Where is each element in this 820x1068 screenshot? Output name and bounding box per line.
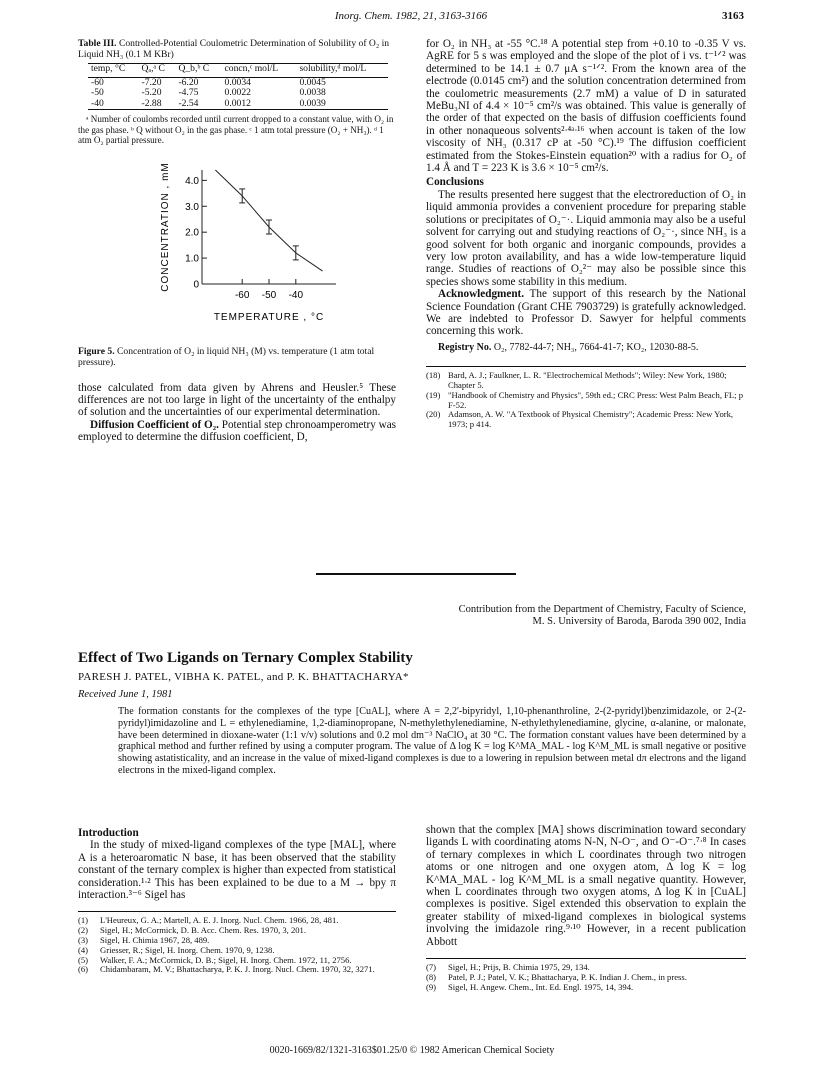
left-column	[78, 38, 396, 444]
table-row	[88, 99, 388, 110]
y-tick-label: 0	[193, 279, 199, 290]
intro-right-column	[426, 824, 746, 992]
reference-item	[426, 983, 746, 993]
paragraph-text: Potential step chronoamperometry was employed to determine the diffusion coefficient, D,	[78, 418, 397, 444]
y-tick-label: 1.0	[185, 253, 199, 265]
data-line-segment	[215, 170, 242, 196]
table-header: temp, °C	[88, 64, 139, 75]
paragraph	[78, 419, 396, 444]
reference-item	[426, 391, 746, 411]
reference-item	[426, 371, 746, 391]
table-cell: -2.88	[139, 99, 176, 110]
reference-text: Walker, F. A.; McCormick, D. B.; Sigel, H. Inorg. Chem. 1972, 11, 2756.	[100, 954, 352, 965]
reference-number: (4)	[78, 944, 89, 955]
right-body	[426, 38, 746, 354]
data-line-segment	[269, 227, 296, 253]
table-header: concn,ᶜ mol/L	[222, 64, 297, 75]
paragraph	[426, 288, 746, 338]
reference-text: Adamson, A. W. "A Textbook of Physical Chemistry"; Academic Press: New York, 1973; p 414.	[448, 409, 734, 430]
reference-number: (20)	[426, 409, 441, 420]
table-header: Q_b,ᵇ C	[175, 64, 221, 75]
paragraph-text: The support of this research by the National Science Foundation (Grant CHE 7903729) is gratefully acknowledged. We are indebted to Professor D. Sawyer for helpful comments concerning this work.	[426, 288, 746, 338]
intro-body	[426, 824, 746, 948]
table-footnote: ᵃ Number of coulombs recorded until current dropped to a constant value, with O₂ in the gas phase. ᵇ Q without O₂ in the gas phase. ᶜ 1 atm total pressure (O₂ + NH₃). ᵈ 1 atm O₂ partial pressure.	[78, 114, 394, 145]
y-axis-label: CONCENTRATION , mM	[160, 161, 171, 292]
reference-text: Sigel, H.; McCormick, D. B. Acc. Chem. Res. 1970, 3, 201.	[100, 925, 306, 936]
figure-caption	[78, 346, 396, 368]
reference-number: (6)	[78, 964, 89, 975]
reference-text: Chidambaram, M. V.; Bhattacharya, P. K. J. Inorg. Nucl. Chem. 1970, 32, 3271.	[100, 964, 375, 975]
registry-numbers	[426, 342, 746, 354]
table-cell: -50	[91, 87, 104, 98]
table-header: Qₐ,ᵃ C	[139, 64, 176, 75]
table-header: solubility,ᵈ mol/L	[296, 64, 388, 75]
reference-number: (2)	[78, 925, 89, 936]
x-tick-label: -60	[234, 289, 250, 301]
reference-number: (5)	[78, 954, 89, 965]
table-cell: -6.20	[178, 76, 199, 88]
table-cell: 0.0022	[224, 87, 251, 98]
section-runin-head: Diffusion Coefficient of O₂.	[90, 418, 219, 431]
reference-number: (1)	[78, 915, 89, 926]
table-cell: -7.20	[141, 76, 162, 88]
table-cell: -5.20	[141, 87, 162, 98]
article-title: Effect of Two Ligands on Ternary Complex Stability	[78, 650, 413, 666]
article-authors: PARESH J. PATEL, VIBHA K. PATEL, and P. K. BHATTACHARYA*	[78, 671, 409, 683]
page-number: 3163	[722, 10, 744, 22]
table-cell: 0.0045	[299, 76, 326, 88]
table-row	[88, 88, 388, 99]
intro-body	[78, 827, 396, 901]
reference-text: Patel, P. J.; Patel, V. K.; Bhattacharya, P. K. Indian J. Chem., in press.	[448, 971, 687, 982]
introduction-heading: Introduction	[78, 827, 139, 839]
running-header	[78, 10, 744, 26]
conclusions-heading: Conclusions	[426, 176, 484, 189]
data-line-segment	[296, 252, 323, 270]
table-label: Table III.	[78, 38, 117, 49]
paragraph: The results presented here suggest that the electroreduction of O₂ in liquid ammonia provides a convenient procedure for preparing stable solutions or precipitates of O₂⁻·. Liquid ammonia may also be a useful solvent for carrying out and studying reactions of O₂⁻·, since NH₃ is a good solvent for both organic and inorganic compounds, provides a very low proton availability, and has a wide low-temperature liquid range. Studies of reactions of O₂²⁻ may also be possible since this species shows some stability in this medium.	[426, 188, 746, 288]
registry-head: Registry No.	[438, 341, 492, 353]
paragraph: shown that the complex [MA] shows discrimination toward secondary ligands L with coordinating atoms N-N, N-O⁻, and O⁻-O⁻.⁷ᐧ⁸ In cases of ternary complexes in which L coordinates through two nitrogen atoms or one nitrogen and one oxygen atom, Δ log K = log K^MA_MAL - log K^M_ML is a small negative quantity. However, when L coordinates through two oxygen atoms, Δ log K in [CuAL] complexes is positive. Sigel extended this observation to explain the greater stability of mixed-ligand complexes in biological systems involving the imidazole ring.⁹ᐧ¹⁰ However, in a recent publication Abbott	[426, 824, 746, 948]
table-cell: 0.0039	[296, 99, 388, 110]
paragraph: In the study of mixed-ligand complexes of the type [MAL], where A is a heteroaromatic N base, it has been observed that the stability constant of the ternary complex is higher than expected from statistical consideration.¹ᐧ² This has been explained to be due to a M → bpy π interaction.³⁻⁶ Sigel has	[78, 839, 396, 902]
reference-list	[426, 366, 746, 430]
table-title: Controlled-Potential Coulometric Determination of Solubility of O₂ in Liquid NH₃ (0.1 M KBr)	[78, 38, 390, 60]
table-cell: -40	[88, 99, 139, 110]
paragraph: for O₂ in NH₃ at -55 °C.¹⁸ A potential step from +0.10 to -0.35 V vs. AgRE for 5 s was employed and the slope of the plot of i vs. t⁻¹ᐟ² was determined to be 14.1 ± 0.7 μA s⁻¹ᐟ². From the known area of the electrode (0.0145 cm²) and the solution concentration determined from the coulometric measurements (2.7 mM) a value of D in saturated MeBu₃NI of 4.4 × 10⁻⁵ cm²/s was obtained. This value is generally of the order of that expected on the basis of diffusion coefficients found in other nonaqueous solvents²ᐧ⁴ᵃᐧ¹⁶ when account is taken of the low viscosity of NH₃ (0.317 cP at -50 °C).¹⁹ The diffusion coefficient estimated from the Stokes-Einstein equation²⁰ with a radius for O₂ of 1.4 Å and T = 223 K is 3.6 × 10⁻⁵ cm²/s.	[426, 38, 746, 175]
contribution-line	[426, 604, 746, 628]
reference-text: Sigel, H.; Prijs, B. Chimia 1975, 29, 134.	[448, 962, 590, 973]
reference-list	[426, 958, 746, 992]
reference-number: (7)	[426, 962, 437, 973]
x-axis-label: TEMPERATURE , °C	[213, 311, 325, 323]
figure-caption-text: Concentration of O₂ in liquid NH₃ (M) vs. temperature (1 atm total pressure).	[78, 345, 375, 368]
paragraph: those calculated from data given by Ahrens and Heusler.⁵ These differences are not too large in light of the uncertainty of the enthalpy of solution and the uncertainties of our experimental determination.	[78, 381, 396, 419]
y-tick-label: 4.0	[185, 175, 199, 187]
reference-number: (19)	[426, 389, 441, 400]
reference-number: (18)	[426, 370, 441, 381]
x-tick-label: -50	[261, 289, 277, 301]
figure-5	[78, 156, 396, 342]
reference-text: Sigel, H. Angew. Chem., Int. Ed. Engl. 1975, 14, 394.	[448, 981, 634, 992]
reference-text: Griesser, R.; Sigel, H. Inorg. Chem. 1970, 9, 1238.	[100, 944, 275, 955]
table-cell: -4.75	[178, 87, 199, 98]
table-cell: 0.0038	[299, 87, 326, 98]
data-line-segment	[242, 195, 269, 226]
journal-citation: Inorg. Chem. 1982, 21, 3163-3166	[334, 10, 488, 22]
registry-text: O₂, 7782-44-7; NH₃, 7664-41-7; KO₂, 12030-88-5.	[493, 341, 699, 353]
figure-label: Figure 5.	[78, 345, 115, 357]
article-separator	[316, 573, 516, 575]
reference-text: L'Heureux, G. A.; Martell, A. E. J. Inorg. Nucl. Chem. 1966, 28, 481.	[100, 915, 339, 926]
table-cell: -2.54	[175, 99, 221, 110]
table-caption	[78, 38, 396, 60]
reference-number: (9)	[426, 981, 437, 992]
contribution-university: M. S. University of Baroda, Baroda 390 002, India	[532, 616, 746, 627]
reference-number: (3)	[78, 935, 89, 946]
contribution-dept: Contribution from the Department of Chemistry, Faculty of Science,	[458, 604, 746, 615]
reference-text: Sigel, H. Chimia 1967, 28, 489.	[100, 935, 210, 946]
acknowledgment-head: Acknowledgment.	[438, 288, 525, 301]
table-cell: 0.0012	[222, 99, 297, 110]
reference-text: Bard, A. J.; Faulkner, L. R. "Electrochemical Methods"; Wiley: New York, 1980; Chapter 5.	[448, 370, 727, 390]
reference-number: (8)	[426, 971, 437, 982]
y-tick-label: 2.0	[185, 227, 199, 239]
concentration-chart	[78, 156, 396, 342]
right-column	[426, 38, 746, 430]
intro-left-column	[78, 827, 396, 975]
y-tick-label: 3.0	[185, 201, 199, 213]
reference-item	[426, 410, 746, 430]
reference-item	[78, 965, 396, 975]
reference-list	[78, 911, 396, 975]
abstract: The formation constants for the complexes of the type [CuAL], where A = 2,2'-bipyridyl, 1,10-phenanthroline, 2-(2-pyridyl)benzimidazole, or 2-(2-pyridyl)imidazoline and L = ethylenediamine, 1,2-diaminopropane, N-methylethylenediamine, N-ethylethylenediamine, glycine, α-alanine, or malonate, have been determined in dioxane-water (1:1 v/v) solutions and 0.2 mol dm⁻³ NaClO₄ at 30 °C. The formation constant values have been determined by a graphical method and further refined by using a computer program. The value of Δ log K = log K^MA_MAL - log K^M_ML is small negative or positive showing astatisticality, and an increase in the value of mixed-ligand complexes is due to a lowering in repulsion between metal dπ electrons and the ligand electrons in the mixed-ligand complex.	[118, 706, 746, 776]
table-cell: 0.0034	[224, 76, 251, 88]
page-footer: 0020-1669/82/1321-3163$01.25/0 © 1982 American Chemical Society	[269, 1045, 555, 1056]
x-tick-label: -40	[288, 289, 304, 301]
received-date: Received June 1, 1981	[78, 689, 173, 700]
left-body	[78, 382, 396, 444]
table-body	[88, 77, 388, 110]
table-cell: -60	[91, 76, 104, 88]
reference-text: "Handbook of Chemistry and Physics", 59th ed.; CRC Press: West Palm Beach, FL; p F-52.	[448, 389, 743, 410]
solubility-table	[88, 63, 388, 110]
